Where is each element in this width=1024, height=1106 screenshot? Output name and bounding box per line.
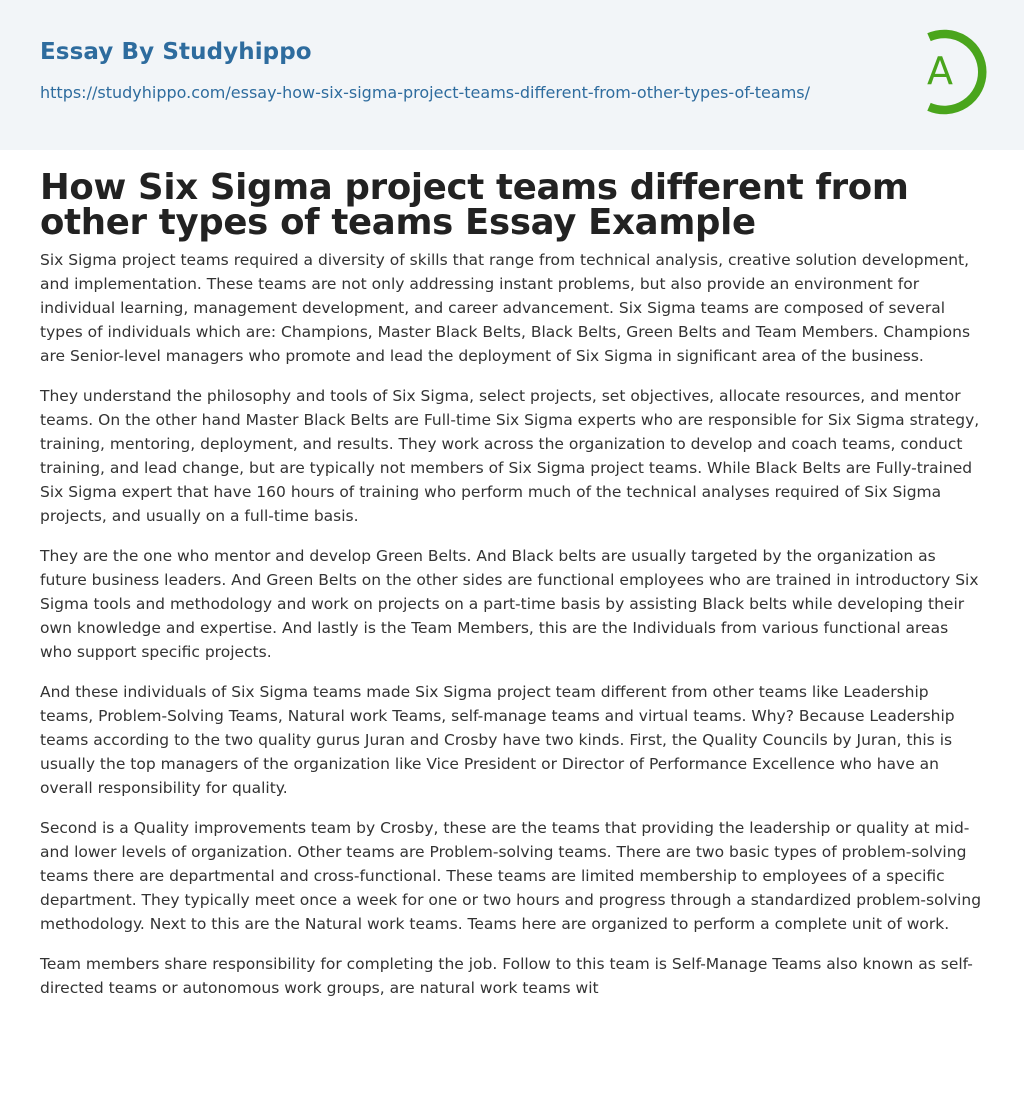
essay-body	[40, 248, 984, 1000]
essay-paragraph: They understand the philosophy and tools of Six Sigma, select projects, set objectives, allocate resources, and mentor teams. On the other hand Master Black Belts are Full-time Six Sigma experts who are responsible for Six Sigma strategy, training, mentoring, deployment, and results. They work across the organization to develop and coach teams, conduct training, and lead change, but are typically not members of Six Sigma project teams. While Black Belts are Fully-trained Six Sigma expert that have 160 hours of training who perform much of the technical analyses required of Six Sigma projects, and usually on a full-time basis.	[40, 387, 980, 525]
essay-paragraph: And these individuals of Six Sigma teams made Six Sigma project team different from other teams like Leadership teams, Problem-Solving Teams, Natural work Teams, self-manage teams and virtual teams. Why? Because Leadership teams according to the two quality gurus Juran and Crosby have two kinds. First, the Quality Councils by Juran, this is usually the top managers of the organization like Vice President or Director of Performance Excellence who have an overall responsibility for quality.	[40, 683, 955, 797]
logo-a-icon[interactable]	[905, 27, 991, 117]
essay-url-link[interactable]: https://studyhippo.com/essay-how-six-sigma-project-teams-different-from-other-types-of-teams/	[40, 83, 811, 102]
essay-paragraph: Second is a Quality improvements team by Crosby, these are the teams that providing the leadership or quality at mid-and lower levels of organization. Other teams are Problem-solving teams. There are two basic types of problem-solving teams there are departmental and cross-functional. These teams are limited membership to employees of a specific department. They typically meet once a week for one or two hours and progress through a standardized problem-solving methodology. Next to this are the Natural work teams. Teams here are organized to perform a complete unit of work.	[40, 819, 982, 933]
essay-paragraph: Six Sigma project teams required a diversity of skills that range from technical analysis, creative solution development, and implementation. These teams are not only addressing instant problems, but also provide an environment for individual learning, management development, and career advancement. Six Sigma teams are composed of several types of individuals which are: Champions, Master Black Belts, Black Belts, Green Belts and Team Members. Champions are Senior-level managers who promote and lead the deployment of Six Sigma in significant area of the business.	[40, 251, 971, 365]
site-brand[interactable]: Essay By Studyhippo	[40, 39, 312, 65]
article	[0, 167, 1024, 1000]
site-header	[0, 0, 1024, 150]
page-title: How Six Sigma project teams different from other types of teams Essay Example	[40, 167, 909, 243]
essay-paragraph: Team members share responsibility for completing the job. Follow to this team is Self-Manage Teams also known as self-directed teams or autonomous work groups, are natural work teams wit	[40, 955, 973, 997]
essay-paragraph: They are the one who mentor and develop Green Belts. And Black belts are usually targeted by the organization as future business leaders. And Green Belts on the other sides are functional employees who are trained in introductory Six Sigma tools and methodology and work on projects on a part-time basis by assisting Black belts while developing their own knowledge and expertise. And lastly is the Team Members, this are the Individuals from various functional areas who support specific projects.	[40, 547, 979, 661]
logo-letter: A	[927, 49, 953, 93]
